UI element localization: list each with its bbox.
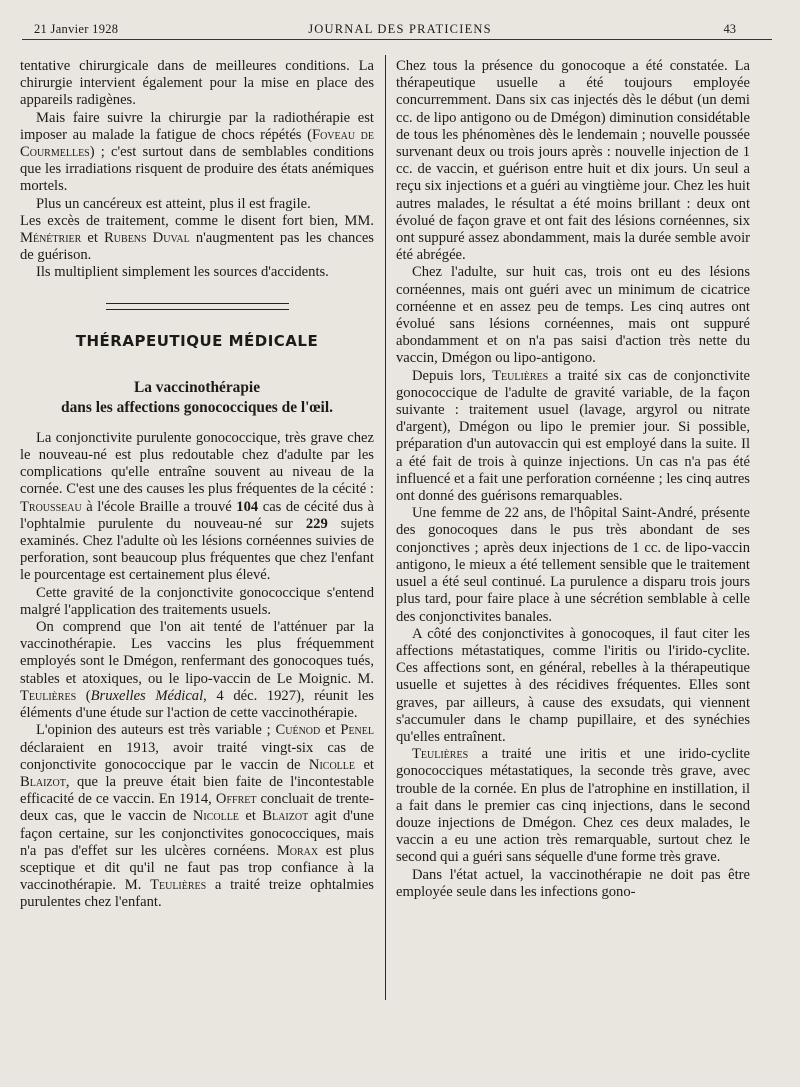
header-rule — [22, 39, 772, 40]
journal-title: JOURNAL DES PRATICIENS — [308, 22, 492, 36]
paragraph: Mais faire suivre la chirurgie par la radiothérapie est imposer au malade la fatigue de chocs répétés (Foveau de Courmelles) ; c'est surtout dans de semblables conditions que les irradiations risquent de produire des états anémiques mortels. — [20, 109, 374, 195]
section-title: THÉRAPEUTIQUE MÉDICALE — [75, 331, 319, 350]
paragraph: Les excès de traitement, comme le disent fort bien, MM. Ménétrier et Rubens Duval n'augmentent pas les chances de guérison. — [20, 212, 374, 264]
paragraph: Depuis lors, Teulières a traité six cas de conjonctivite gonococcique de l'adulte de gravité variable, de la façon suivante : traitement usuel (lavage, argyrol ou nitrate d'argent), Dmégon ou lipo le premier jour. Si possible, préparation d'un autovaccin qui est employé dans la suite. Il a été fait de trois à quinze injections. Un cas n'a pas été influencé et a fait une perforation cornéenne ; les cinq autres ont donné des guérisons remarquables. — [396, 367, 750, 505]
author-name: Ménétrier — [20, 230, 82, 247]
paragraph: Chez l'adulte, sur huit cas, trois ont eu des lésions cornéennes, mais ont guéri avec un minimum de cicatrice cornéenne et en assez peu de temps. Les cinq autres ont évolué sans lésions cornéennes, mais ont suppuré abondamment et on n'a pas saisi d'action très nette du vaccin, Dmégon ou lipo-antigono. — [396, 264, 750, 367]
author-name: Teulières — [492, 367, 549, 384]
paragraph: A côté des conjonctivites à gonocoques, il faut citer les affections métastatiques, comme l'iritis ou l'irido-cyclite. Ces affections sont, en général, rebelles à la thérapeutique usuelle et sujettes à des récidives fréquentes. Elles sont graves, par ailleurs, à cause des exsudats, qui viennent s'accumuler dans le champ pupillaire, et des synéchies qu'elles entraînent. — [396, 625, 750, 745]
author-name: Rubens Duval — [104, 230, 190, 247]
paragraph: Ils multiplient simplement les sources d'accidents. — [36, 264, 329, 281]
paragraph: L'opinion des auteurs est très variable ; Cuénod et Penel déclaraient en 1913, avoir traité vingt-six cas de conjonctivite gonococcique par le vaccin de Nicolle et Blaizot, que la preuve était bien faite de l'incontestable efficacité de ce vaccin. En 1914, Offret concluait de trente-deux cas, que le vaccin de Nicolle et Blaizot agit d'une façon certaine, sur les conjonctivites gonococciques, mais n'a pas d'effet sur les ulcères cornéens. Morax est plus sceptique et dit qu'il ne faut pas trop confiance à la vaccinothérapie. M. Teulières a traité treize ophtalmies purulentes chez l'enfant. — [20, 722, 375, 911]
paragraph: Plus un cancéreux est atteint, plus il est fragile. — [36, 195, 311, 212]
author-name: Trousseau — [20, 498, 82, 515]
journal-citation: Bruxelles Médical — [90, 687, 204, 704]
author-name: Teulières — [20, 687, 77, 704]
paragraph: La conjonctivite purulente gonococcique, très grave chez le nouveau-né est plus redoutable chez d'adulte par les complications qu'elle entraîne souvent au niveau de la cornée. C'est une des causes les plus fréquentes de la cécité : Trousseau à l'école Braille a trouvé 104 cas de cécité dus à l'ophtalmie purulente du nouveau-né sur 229 sujets examinés. Chez l'adulte où les lésions cornéennes suivies de perforation, sont beaucoup plus fréquentes que chez l'enfant le pourcentage est certainement plus élevé. — [20, 429, 375, 584]
paragraph: tentative chirurgicale dans de meilleures conditions. La chirurgie intervient également pour la mise en place des appareils radigènes. — [20, 58, 374, 109]
paragraph: Chez tous la présence du gonocoque a été constatée. La thérapeutique usuelle a été toujours employée concurremment. Dans six cas injectés dès le début (un demi cc. de lipo antigono ou de Dmégon) diminution considétable de tous les phénomènes dès le lendemain ; nouvelle poussée survenant deux ou trois jours après : nouvelle injection de 1 cc. de vaccin, et guérison entre huit et dix jours. Un seul a reçu six injections et a guéri au vingtième jour. Chez les huit autres malades, le résultat a été moins brillant : deux ont évolué de façon grave et ont fait des lésions cornéennes, six ont suppuré assez abondamment, mais la durée semble avoir été abrégée. — [396, 58, 750, 264]
page-number: 43 — [723, 22, 736, 36]
section-ornament-rule — [106, 303, 289, 310]
paragraph: Une femme de 22 ans, de l'hôpital Saint-André, présente des gonocoques dans le pus très abondant de ses conjonctives ; après deux injections de 1 cc. de lipo-vaccin antigono, le mieux a été tellement sensible que le traitement usuel a été seul continué. La purulence a disparu trois jours plus tard, pour faire place à une sécrétion semblable à celle des conjonctivites banales. — [396, 505, 750, 625]
column-divider — [385, 55, 386, 1000]
left-column — [20, 58, 374, 912]
author-name: Foveau de Courmelles — [20, 126, 374, 161]
paragraph: Teulières a traité une iritis et une irido-cyclite gonococciques métastatiques, la seconde très grave, avec trouble de la cornée. En plus de l'atrophine en instillation, il a fait dans le premier cas cinq injections, dans le second douze injections de Dmégon. Chez ces deux malades, le vaccin a eu une action très remarquable, surtout chez le second qui a guéri sans séquelle d'une forme très grave. — [396, 746, 750, 866]
paragraph: Cette gravité de la conjonctivite gonococcique s'entend malgré l'application des traitements usuels. — [20, 584, 374, 618]
paragraph: On comprend que l'on ait tenté de l'atténuer par la vaccinothérapie. Les vaccins les plus fréquemment employés sont le Dmégon, renfermant des gonocoques tués, stables et atoxiques, ou le lipo-vaccin de Le Moignic. M. Teulières (Bruxelles Médical, 4 déc. 1927), réunit les éléments d'une étude sur l'action de cette vaccinothérapie. — [20, 619, 374, 722]
running-header — [0, 22, 800, 42]
right-column — [396, 58, 750, 901]
article-title: La vaccinothérapie dans les affections gonococciques de l'œil. — [61, 378, 333, 416]
issue-date: 21 Janvier 1928 — [34, 22, 119, 36]
paragraph: Dans l'état actuel, la vaccinothérapie ne doit pas être employée seule dans les infections gono- — [396, 866, 750, 900]
author-name: Teulières — [412, 746, 469, 763]
